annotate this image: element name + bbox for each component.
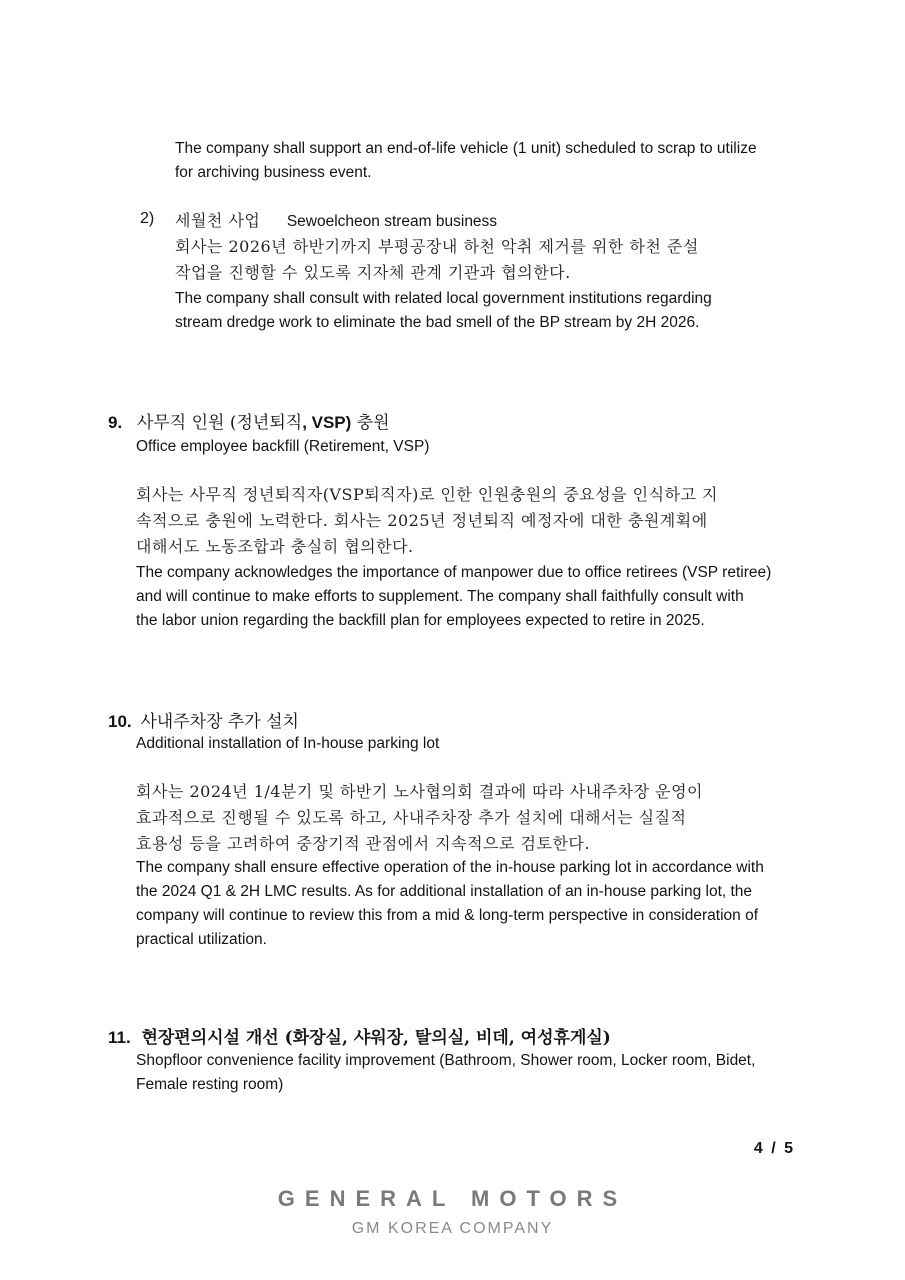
- section-10-en-line: company will continue to review this from a mid & long-term perspective in consideration of: [136, 907, 758, 924]
- footer-brand: GENERAL MOTORS: [277, 1186, 628, 1211]
- section-10-title: 사내주차장 추가 설치: [140, 712, 299, 732]
- section-10-subtitle: Additional installation of In-house parking lot: [136, 735, 440, 752]
- section-9-title-a: 사무직 인원 (: [136, 413, 237, 433]
- section-11-heading: [108, 1023, 611, 1048]
- section-10-ko-line: 효과적으로 진행될 수 있도록 하고, 사내주차장 추가 설치에 대해서는 실질적: [136, 808, 687, 827]
- item-2-title-ko: 세월천 사업: [175, 211, 261, 230]
- section-9-ko-body: [136, 482, 718, 560]
- section-9-title-b: 정년퇴직: [236, 413, 303, 433]
- section-10-ko-body: [136, 779, 703, 857]
- section-11-title: 현장편의시설 개선 (화장실, 샤워장, 탈의실, 비데, 여성휴게실): [141, 1028, 611, 1048]
- item-2-en-line: The company shall consult with related local government institutions regarding: [175, 290, 712, 307]
- item-2-en-body: [175, 287, 712, 335]
- item-2-number: 2): [140, 210, 155, 227]
- section-9-en-line: The company acknowledges the importance of manpower due to office retirees (VSP retiree): [136, 564, 772, 581]
- section-9-en-line: and will continue to make efforts to supplement. The company shall faithfully consult with: [136, 588, 744, 605]
- section-10-heading: [108, 707, 299, 732]
- section-9-number: 9.: [108, 413, 123, 432]
- item-2-ko-line: 작업을 진행할 수 있도록 지자체 관계 기관과 협의한다.: [175, 263, 571, 282]
- intro-paragraph: [175, 137, 757, 185]
- section-11-subtitle-line: Shopfloor convenience facility improvement (Bathroom, Shower room, Locker room, Bidet,: [136, 1052, 756, 1069]
- item-2-en-line: stream dredge work to eliminate the bad smell of the BP stream by 2H 2026.: [175, 314, 700, 331]
- item-2-title-en: Sewoelcheon stream business: [286, 213, 498, 230]
- section-10-ko-line: 효용성 등을 고려하여 중장기적 관점에서 지속적으로 검토한다.: [136, 834, 590, 853]
- section-9-subtitle: Office employee backfill (Retirement, VSP): [136, 438, 430, 455]
- section-9-ko-line: 회사는 사무직 정년퇴직자(VSP퇴직자)로 인한 인원충원의 중요성을 인식하고 지: [136, 485, 719, 504]
- section-11-subtitle: [136, 1049, 755, 1097]
- section-9-heading: [108, 408, 390, 433]
- item-2-title: [175, 208, 497, 234]
- section-10-en-line: practical utilization.: [136, 931, 267, 948]
- intro-line: for archiving business event.: [175, 164, 372, 181]
- section-10-number: 10.: [108, 712, 132, 731]
- section-10-ko-line: 회사는 2024년 1/4분기 및 하반기 노사협의회 결과에 따라 사내주차장 운영이: [136, 782, 704, 801]
- section-10-en-body: [136, 856, 764, 952]
- section-9-en-body: [136, 561, 771, 633]
- section-9-title-c: 충원: [351, 413, 390, 433]
- section-9-ko-line: 대해서도 노동조합과 충실히 협의한다.: [136, 537, 414, 556]
- section-10-en-line: The company shall ensure effective operation of the in-house parking lot in accordance with: [136, 859, 764, 876]
- section-9-en-line: the labor union regarding the backfill plan for employees expected to retire in 2025.: [136, 612, 705, 629]
- page-number: 4 / 5: [753, 1140, 795, 1157]
- section-10-en-line: the 2024 Q1 & 2H LMC results. As for additional installation of an in-house parking lot, the: [136, 883, 753, 900]
- intro-line: The company shall support an end-of-life vehicle (1 unit) scheduled to scrap to utilize: [175, 140, 757, 157]
- section-11-subtitle-line: Female resting room): [136, 1076, 284, 1093]
- section-11-number: 11.: [108, 1028, 131, 1047]
- section-9-ko-line: 속적으로 충원에 노력한다. 회사는 2025년 정년퇴직 예정자에 대한 충원계획에: [136, 511, 708, 530]
- section-9-title-en: , VSP): [302, 413, 352, 432]
- item-2-ko-body: [175, 234, 699, 286]
- footer-company: GM KOREA COMPANY: [351, 1220, 554, 1237]
- item-2-ko-line: 회사는 2026년 하반기까지 부평공장내 하천 악취 제거를 위한 하천 준설: [175, 237, 699, 256]
